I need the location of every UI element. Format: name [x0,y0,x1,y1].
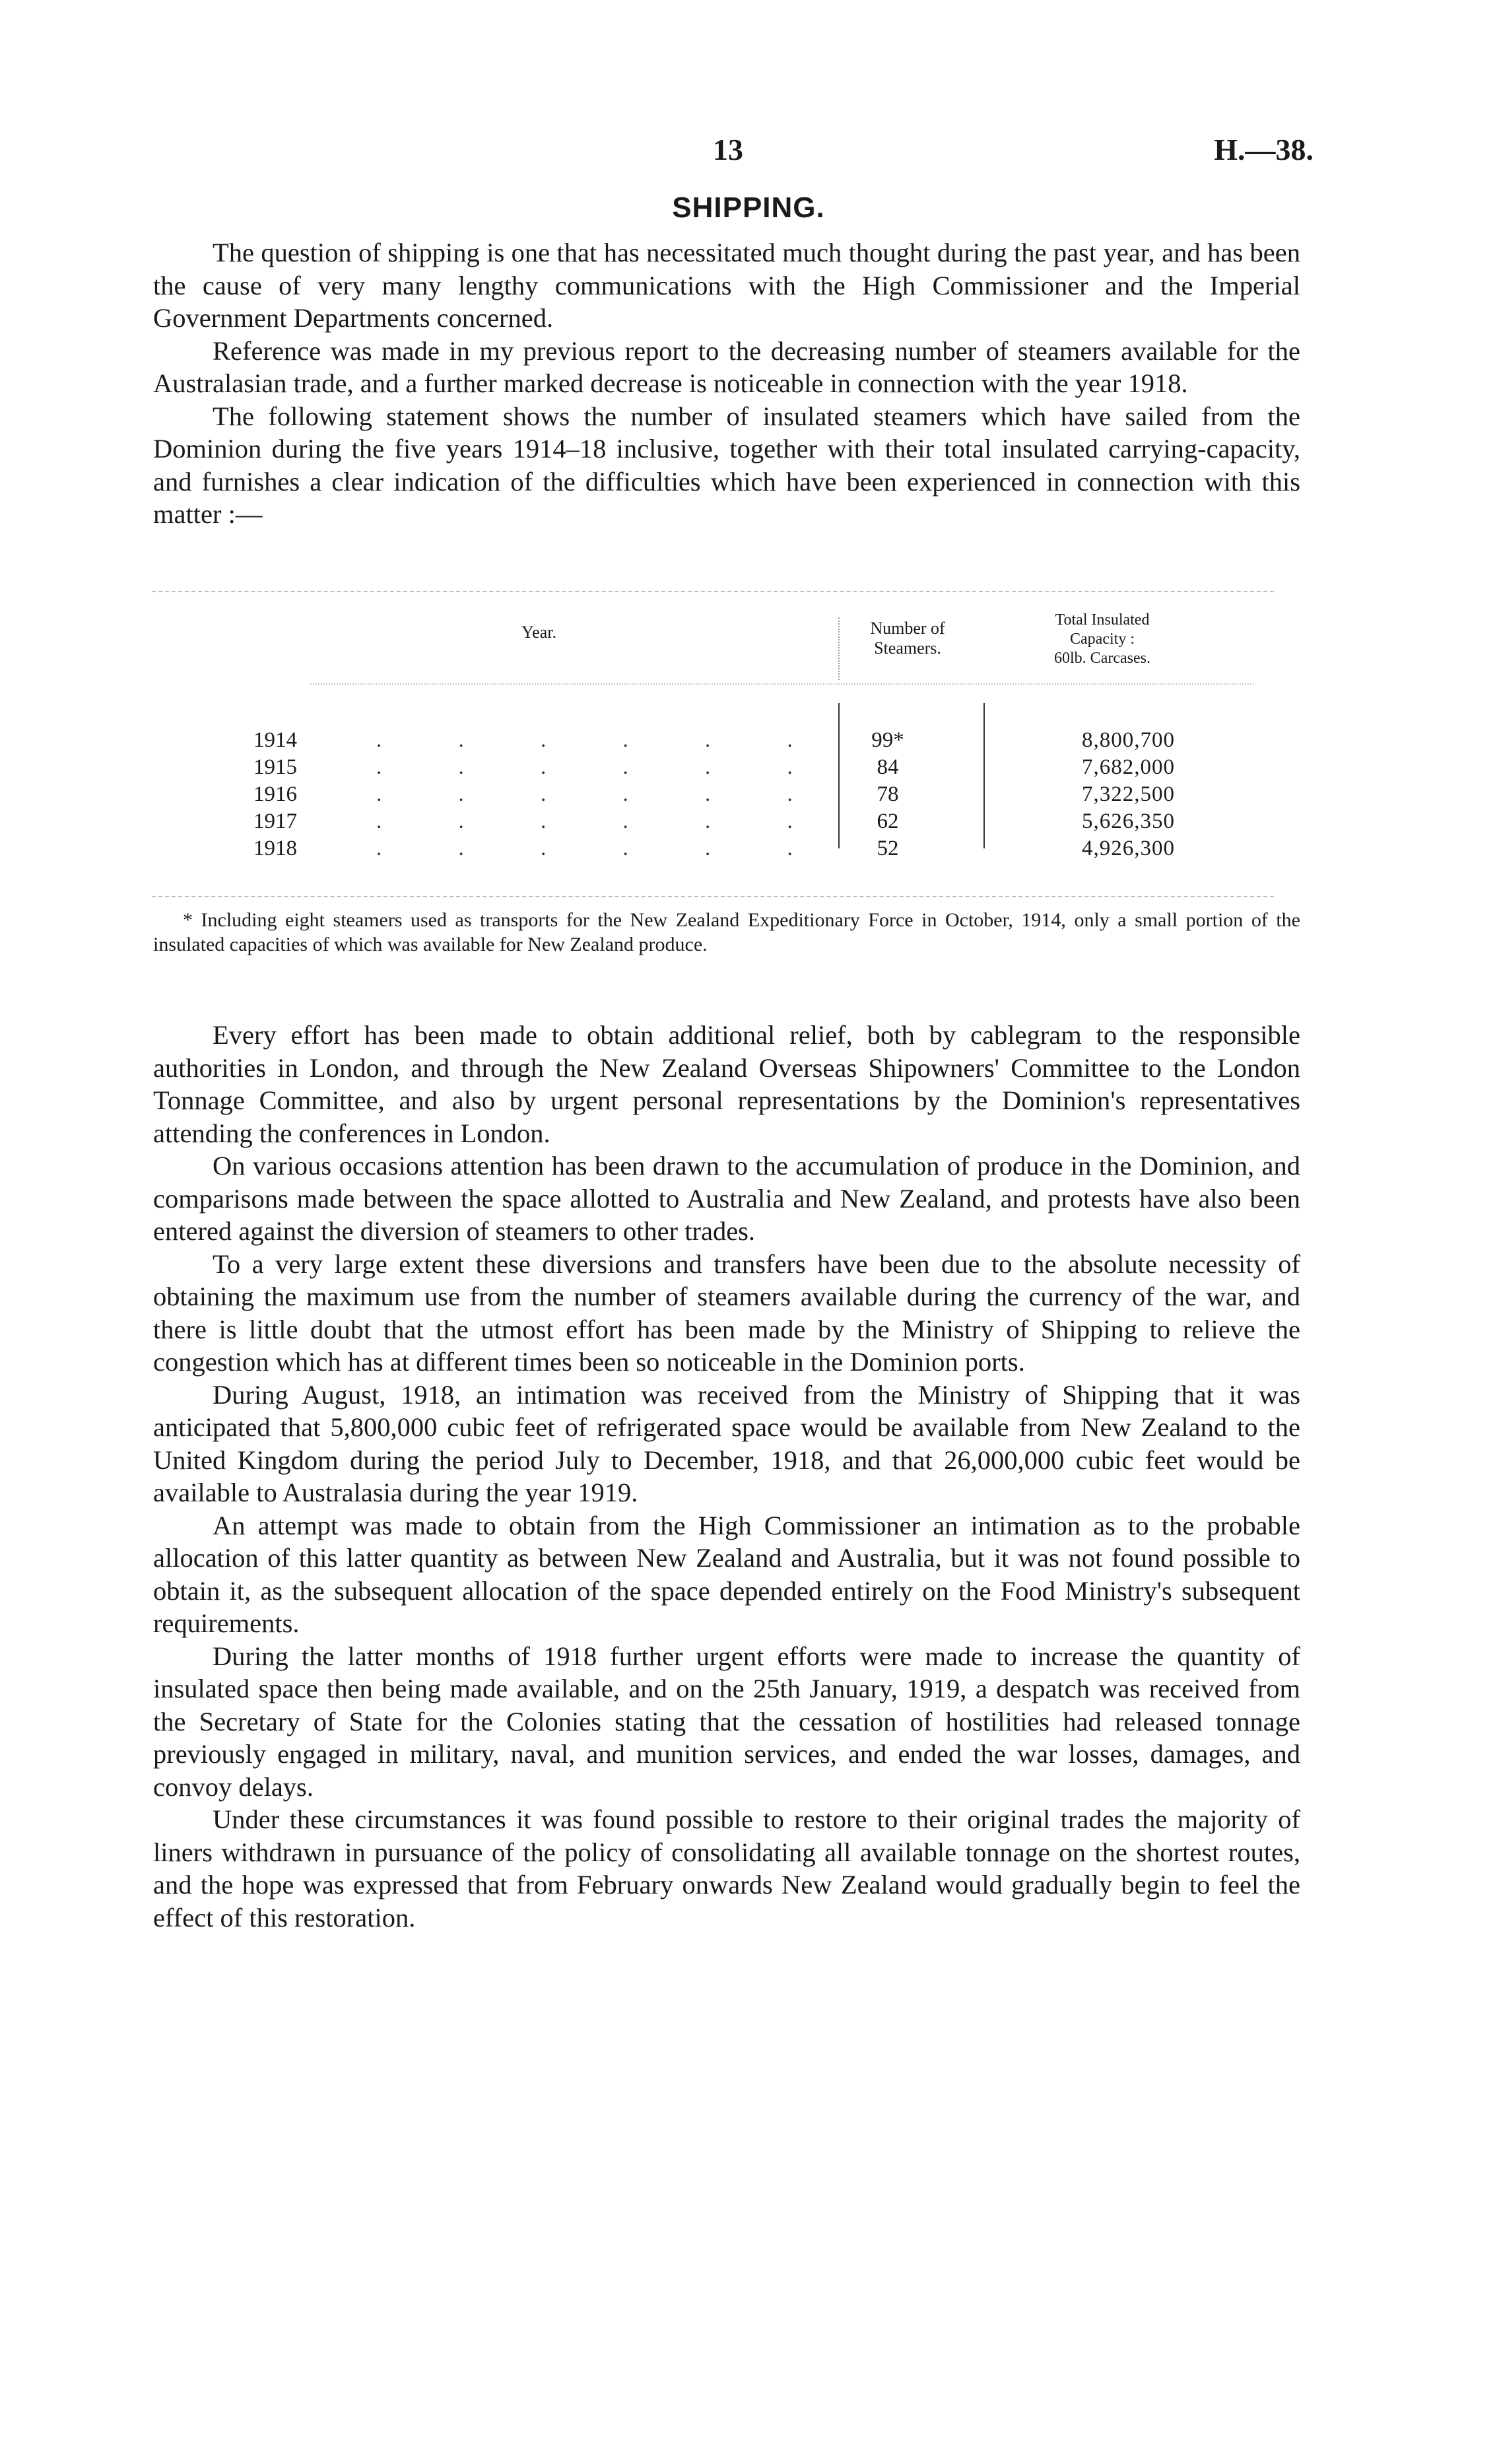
column-header-capacity-line: Capacity : [1070,631,1135,648]
body-text [153,1019,1300,1934]
cell-capacity: 4,926,300 [1082,837,1175,860]
paragraph: During the latter months of 1918 further urgent efforts were made to increase the quantity of insulated space then being made available, and on the 25th January, 1919, a despatch was received from the Secretary of State for the Colonies stating that the cessation of hostilities had released tonnage previously engaged in military, naval, and munition services, and ended the war losses, damages, and convoy delays. [153,1641,1300,1802]
table-row [244,809,1248,837]
cell-year: 1917 [253,809,297,833]
column-header-capacity-line: Total Insulated [1055,611,1150,629]
dot-leader: . . . . . . [376,837,828,860]
cell-year: 1914 [253,728,297,752]
section-title: SHIPPING. [672,191,825,224]
cell-capacity: 5,626,350 [1082,809,1175,833]
paragraph: The question of shipping is one that has necessitated much thought during the past year, and has been the cause of very many lengthy communications with the High Commissioner and the Imperial Government Departments concerned. [153,238,1300,333]
table-row [244,782,1248,809]
column-header-capacity-line: 60lb. Carcases. [1054,650,1150,667]
cell-year: 1918 [253,837,297,860]
paragraph: Every effort has been made to obtain additional relief, both by cablegram to the responsible authorities in London, and through the New Zealand Overseas Shipowners' Committee to the London Tonnage Committee, and also by urgent personal representations by the Dominion's representatives attending the conferences in London. [153,1020,1300,1148]
cell-capacity: 7,682,000 [1082,755,1175,779]
column-header-year: Year. [521,623,556,642]
cell-steamers: 52 [877,837,899,860]
paragraph: Reference was made in my previous report to the decreasing number of steamers available for the Australasian trade, and a further marked decrease is noticeable in connection with the year 1918. [153,335,1300,398]
intro-text [153,236,1300,531]
dot-leader: . . . . . . [376,782,828,806]
paragraph: On various occasions attention has been drawn to the accumulation of produce in the Dominion, and comparisons made between the space allotted to Australia and New Zealand, and protests have also been entered against the diversion of steamers to other trades. [153,1151,1300,1246]
dot-leader: . . . . . . [376,809,828,833]
table-top-rule [152,591,1274,592]
cell-capacity: 7,322,500 [1082,782,1175,806]
cell-capacity: 8,800,700 [1082,728,1175,752]
table-row [244,837,1248,864]
column-header-capacity [1003,611,1201,668]
table-body [244,728,1248,864]
cell-steamers: 78 [877,782,899,806]
page-number: 13 [713,133,743,166]
table-bottom-rule [152,896,1274,897]
column-header-steamers-line: Steamers. [874,638,941,658]
cell-year: 1916 [253,782,297,806]
paragraph: To a very large extent these diversions and transfers have been due to the absolute necessity of obtaining the maximum use from the number of steamers available during the currency of the war, and there is little doubt that the utmost effort has been made by the Ministry of Shipping to relieve the congestion which has at different times been so noticeable in the Dominion ports. [153,1249,1300,1377]
cell-year: 1915 [253,755,297,779]
table-footnote [153,908,1300,957]
paragraph: The following statement shows the number of insulated steamers which have sailed from the Dominion during the five years 1914–18 inclusive, together with their total insulated carrying-capacity, and furnishes a clear indication of the difficulties which have been experienced in connection with this matter :— [153,401,1300,529]
cell-steamers: 62 [877,809,899,833]
column-divider [838,617,840,680]
table-row [244,755,1248,782]
paragraph: During August, 1918, an intimation was received from the Ministry of Shipping that it was anticipated that 5,800,000 cubic feet of refrigerated space would be available from New Zealand to the United Kingdom during the period July to December, 1918, and that 26,000,000 cubic feet would be available to Australasia during the year 1919. [153,1379,1300,1507]
footnote-text: * Including eight steamers used as transports for the New Zealand Expeditionary Force in October, 1914, only a small portion of the insulated capacities of which was available for New Zealand produce. [153,909,1300,955]
dot-leader: . . . . . . [376,728,828,752]
table-row [244,728,1248,755]
paragraph: An attempt was made to obtain from the High Commissioner an intimation as to the probable allocation of this latter quantity as between New Zealand and Australia, but it was not found possible to obtain it, as the subsequent allocation of the space depended entirely on the Food Ministry's subsequent requirements. [153,1510,1300,1638]
column-header-steamers [835,619,980,658]
paragraph: Under these circumstances it was found possible to restore to their original trades the majority of liners withdrawn in pursuance of the policy of consolidating all available tonnage on the shortest routes, and the hope was expressed that from February onwards New Zealand would gradually begin to feel the effect of this restoration. [153,1804,1300,1933]
cell-steamers: 99* [871,728,904,752]
dot-leader: . . . . . . [376,755,828,779]
column-header-steamers-line: Number of [870,619,945,638]
document-reference: H.—38. [1214,133,1314,166]
page-header [0,132,1497,172]
header-separator [310,683,1254,685]
cell-steamers: 84 [877,755,899,779]
